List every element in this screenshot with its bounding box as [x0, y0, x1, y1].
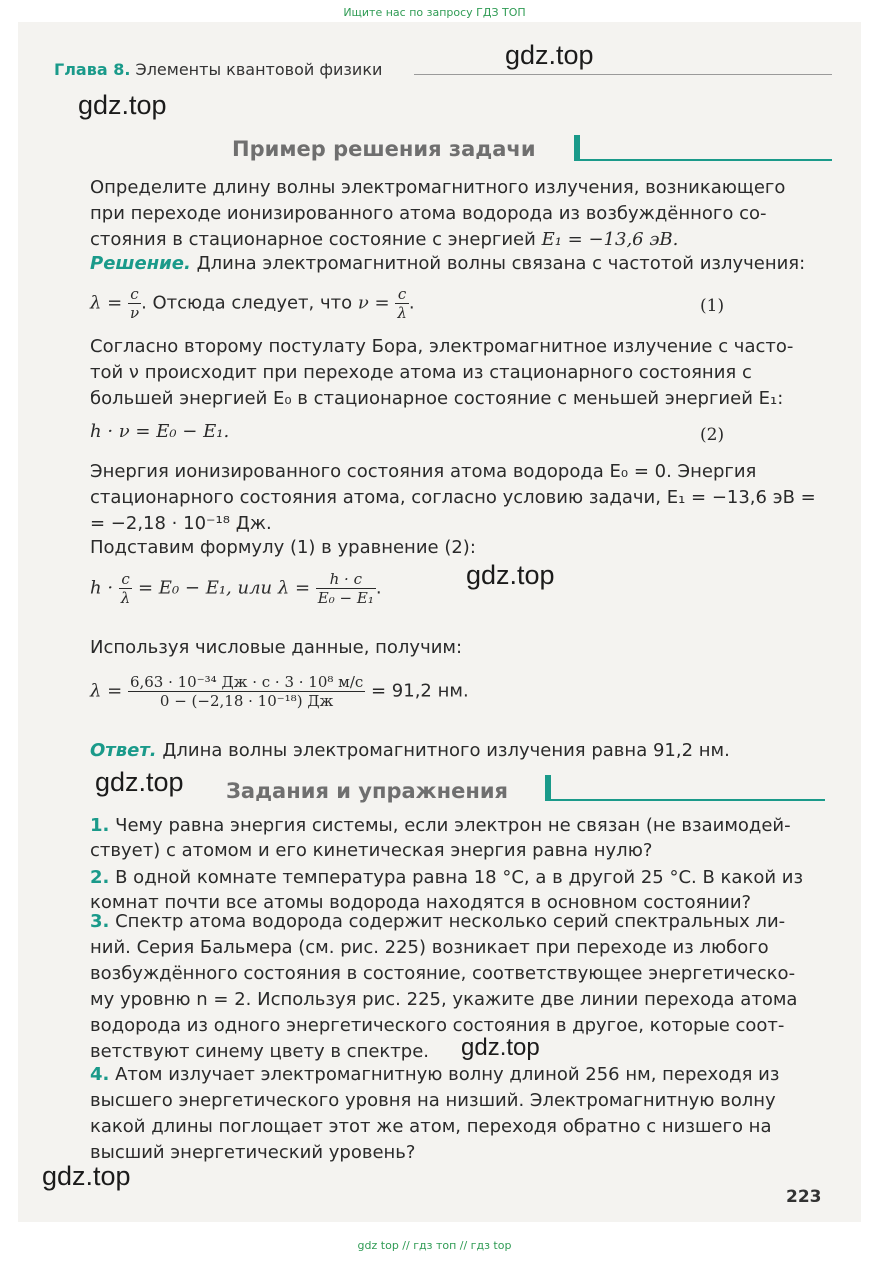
solution-line [90, 253, 805, 274]
task-4-line-1 [90, 1064, 779, 1085]
solution-label: Решение. [90, 253, 191, 274]
eq4-left: λ = [90, 680, 128, 702]
task-1-line-1 [90, 815, 791, 836]
eq1-den: ν [129, 304, 140, 322]
bohr-line-2: той ν происходит при переходе атома из стационарного состояния с [90, 362, 752, 383]
problem-line-3 [90, 229, 678, 250]
task-3-line-2: ний. Серия Бальмера (см. рис. 225) возникает при переходе из любого [90, 937, 769, 958]
watermark-1: gdz.top [505, 40, 594, 70]
task-2-line-1 [90, 867, 803, 888]
equation-2: h · ν = E₀ − E₁. [90, 421, 230, 442]
eq4-right: = 91,2 нм. [365, 680, 469, 702]
equation-3 [90, 570, 382, 607]
task-4-line-2: высшего энергетического уровня на низший. Электромагнитную волну [90, 1090, 776, 1111]
bottom-banner: gdz top // гдз топ // гдз top [357, 1239, 512, 1252]
eq4-fraction [128, 673, 365, 710]
eq3-den: λ [120, 589, 131, 607]
example-rule [574, 159, 832, 161]
task-4-line-4: высший энергетический уровень? [90, 1142, 416, 1163]
eq1-mid: . Отсюда следует, что [141, 292, 358, 314]
answer-line [90, 740, 730, 761]
task-4-line-3: какой длины поглощает этот же атом, переходя обратно с низшего на [90, 1116, 772, 1137]
page-number: 223 [786, 1187, 822, 1207]
task-3-line-6: ветствуют синему цвету в спектре. [90, 1041, 430, 1062]
task-1-text-1: Чему равна энергия системы, если электрон не связан (не взаимодей- [115, 815, 791, 836]
eq1-num: c [128, 285, 141, 304]
problem-energy: E₁ = −13,6 эВ. [541, 229, 679, 250]
energy-line-2: стационарного состояния атома, согласно условию задачи, E₁ = −13,6 эВ = [90, 487, 816, 508]
watermark-6: gdz.top [42, 1161, 131, 1191]
equation-1 [90, 285, 415, 322]
eq4-num: 6,63 · 10⁻³⁴ Дж · с · 3 · 10⁸ м/с [129, 673, 364, 691]
task-3-line-4: му уровню n = 2. Используя рис. 225, укажите две линии перехода атома [90, 989, 798, 1010]
eq3-left: h · [90, 577, 119, 599]
tasks-rule [545, 799, 825, 801]
eq1-tail: . [408, 292, 415, 314]
task-3-line-1 [90, 911, 785, 932]
task-3-line-5: водорода из одного энергетического состояния в другое, которые соот- [90, 1015, 785, 1036]
answer-label: Ответ. [90, 740, 157, 761]
task-3-text-1: Спектр атома водорода содержит несколько серий спектральных ли- [115, 911, 786, 932]
watermark-3: gdz.top [466, 560, 555, 590]
eq1-fraction [128, 285, 141, 322]
task-2-number: 2. [90, 867, 110, 888]
equation-4 [90, 673, 469, 710]
tasks-bracket [545, 775, 551, 801]
solution-text: Длина электромагнитной волны связана с частотой излучения: [196, 253, 806, 274]
task-1-number: 1. [90, 815, 110, 836]
eq1-fraction-2 [395, 285, 409, 322]
problem-line-2: при переходе ионизированного атома водорода из возбуждённого со- [90, 203, 767, 224]
task-1-line-2: ствует) с атомом и его кинетическая энергия равна нулю? [90, 840, 653, 861]
eq4-den: 0 − (−2,18 · 10⁻¹⁸) Дж [159, 692, 334, 710]
numeric-line: Используя числовые данные, получим: [90, 637, 463, 658]
bohr-line-1: Согласно второму постулату Бора, электромагнитное излучение с часто- [90, 336, 794, 357]
chapter-number: Глава 8. [54, 60, 131, 79]
eq2-tag: (2) [700, 425, 725, 445]
watermark-5: gdz.top [461, 1034, 540, 1061]
answer-text: Длина волны электромагнитного излучения равна 91,2 нм. [162, 740, 730, 761]
watermark-4: gdz.top [95, 767, 184, 797]
task-4-number: 4. [90, 1064, 110, 1085]
watermark-2: gdz.top [78, 90, 167, 120]
eq3-mid: = E₀ − E₁, или λ = [132, 577, 316, 599]
eq3-fraction-2 [316, 570, 376, 607]
eq1-tag: (1) [700, 296, 725, 316]
substitute-line: Подставим формулу (1) в уравнение (2): [90, 537, 476, 558]
problem-line-3-text: стояния в стационарное состояние с энергией [90, 229, 536, 250]
task-2-text-1: В одной комнате температура равна 18 °С, а в другой 25 °С. В какой из [115, 867, 804, 888]
problem-line-1: Определите длину волны электромагнитного излучения, возникающего [90, 177, 786, 198]
example-title: Пример решения задачи [232, 137, 536, 161]
eq1-right: ν = [357, 292, 396, 314]
eq3-num: c [119, 570, 133, 589]
bohr-line-3: большей энергией E₀ в стационарное состояние с меньшей энергией E₁: [90, 388, 784, 409]
task-2-line-2: комнат почти все атомы водорода находятся в основном состоянии? [90, 892, 752, 913]
task-3-number: 3. [90, 911, 110, 932]
eq1-num2: c [395, 285, 409, 304]
chapter-rule [414, 74, 832, 75]
eq1-left: λ = [90, 292, 128, 314]
example-bracket [574, 135, 580, 161]
eq3-tail: . [375, 577, 382, 599]
task-3-line-3: возбуждённого состояния в состояние, соответствующее энергетическо- [90, 963, 796, 984]
energy-line-1: Энергия ионизированного состояния атома водорода E₀ = 0. Энергия [90, 461, 757, 482]
eq1-den2: λ [397, 304, 407, 322]
chapter-header [54, 60, 382, 79]
eq3-den2: E₀ − E₁ [317, 589, 374, 607]
energy-line-3: = −2,18 · 10⁻¹⁸ Дж. [90, 513, 272, 534]
task-4-text-1: Атом излучает электромагнитную волну длиной 256 нм, переходя из [115, 1064, 780, 1085]
tasks-title: Задания и упражнения [226, 779, 509, 803]
top-banner: Ищите нас по запросу ГДЗ ТОП [343, 6, 526, 19]
eq3-num2: h · c [316, 570, 376, 589]
chapter-title: Элементы квантовой физики [135, 60, 383, 79]
eq3-fraction [119, 570, 133, 607]
